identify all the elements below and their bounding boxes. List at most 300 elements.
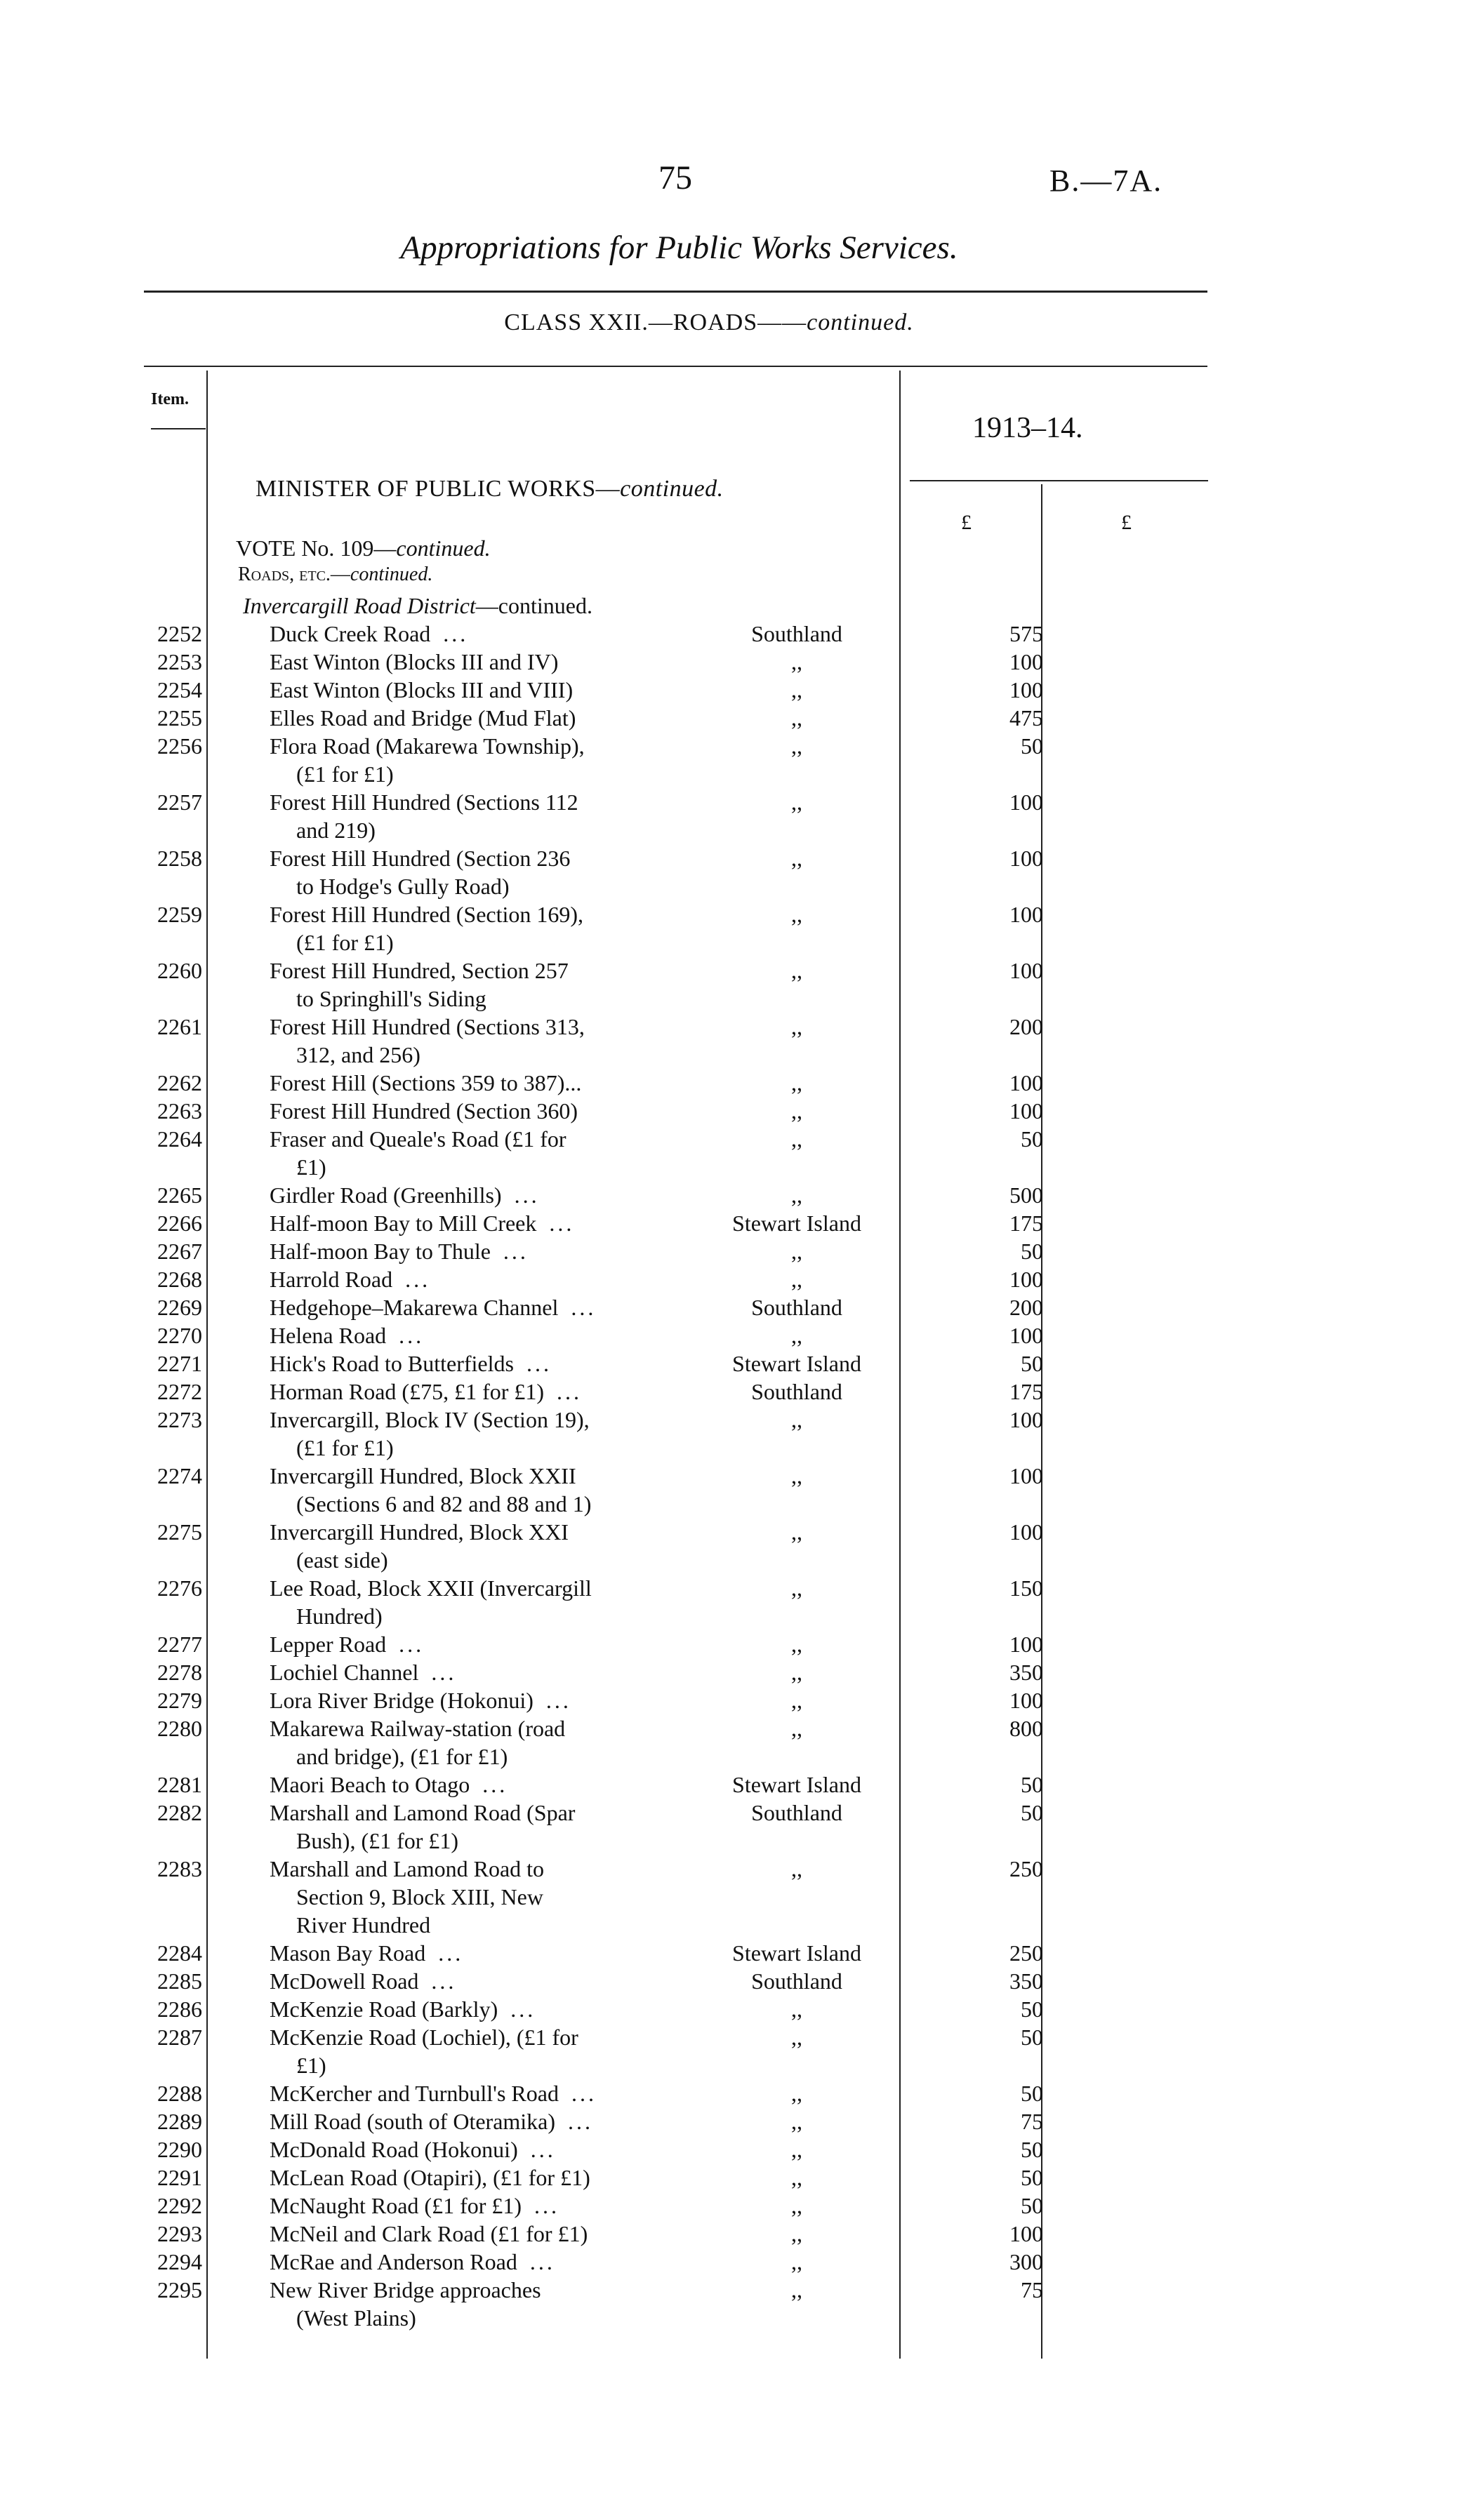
item-number: 2268	[157, 1267, 202, 1292]
item-description	[270, 1125, 701, 1181]
item-description-text: McDonald Road (Hokonui)	[270, 2137, 518, 2162]
item-description-text: Harrold Road	[270, 1267, 393, 1292]
item-district: ,,	[791, 1575, 802, 1601]
item-description-line	[270, 1125, 701, 1153]
item-amount: 50	[1021, 2025, 1043, 2050]
leader-dots: ...	[526, 1351, 552, 1376]
item-district: ,,	[791, 2277, 802, 2302]
item-description-continuation: £1)	[296, 1154, 326, 1180]
item-district: ,,	[791, 677, 802, 702]
leader-dots: ...	[530, 2137, 556, 2162]
item-district: ,,	[791, 2221, 802, 2246]
document-reference: B.—7A.	[1049, 164, 1163, 198]
item-description-line	[270, 1378, 701, 1406]
item-description-text: Lora River Bridge (Hokonui)	[270, 1688, 534, 1713]
item-description-text: Marshall and Lamond Road to	[270, 1856, 545, 1881]
item-description	[270, 1771, 701, 1799]
item-district: ,,	[791, 733, 802, 759]
item-amount: 100	[1009, 1519, 1043, 1545]
leader-dots: ...	[399, 1323, 425, 1348]
item-description	[270, 1013, 701, 1069]
item-description-line	[270, 956, 701, 985]
item-number: 2284	[157, 1940, 202, 1966]
item-description-text: Horman Road (£75, £1 for £1)	[270, 1379, 545, 1404]
district-text: Invercargill Road District	[243, 593, 476, 618]
item-amount: 300	[1009, 2249, 1043, 2274]
item-description	[270, 1293, 701, 1321]
title-rule	[144, 291, 1207, 293]
item-district: ,,	[791, 902, 802, 927]
item-description-text: Hedgehope–Makarewa Channel	[270, 1295, 559, 1320]
item-description-text: Forest Hill (Sections 359 to 387)...	[270, 1070, 582, 1095]
item-description-text: Lepper Road	[270, 1632, 387, 1657]
item-description-text: Duck Creek Road	[270, 621, 431, 646]
item-description-line	[270, 1939, 701, 1967]
item-number: 2253	[157, 649, 202, 674]
minister-text: MINISTER OF PUBLIC WORKS—	[256, 476, 621, 502]
item-description	[270, 2248, 701, 2276]
item-description-line	[270, 1686, 701, 1714]
leader-dots: ...	[438, 1940, 464, 1966]
item-district: ,,	[791, 1996, 802, 2022]
item-district: Stewart Island	[732, 1940, 861, 1966]
item-description-line	[270, 1574, 701, 1602]
item-description	[270, 1069, 701, 1097]
item-district: ,,	[791, 1519, 802, 1545]
item-number: 2276	[157, 1575, 202, 1601]
item-number: 2259	[157, 902, 202, 927]
item-amount: 50	[1021, 1996, 1043, 2022]
item-number: 2272	[157, 1379, 202, 1404]
item-description-line	[270, 2192, 701, 2220]
item-description-line	[270, 2276, 701, 2304]
item-amount: 100	[1009, 789, 1043, 815]
item-description-line	[270, 1462, 701, 1490]
item-amount: 100	[1009, 2221, 1043, 2246]
item-number: 2293	[157, 2221, 202, 2246]
item-amount: 50	[1021, 1800, 1043, 1825]
item-amount: 800	[1009, 1716, 1043, 1741]
item-description-line	[270, 620, 701, 648]
item-number: 2294	[157, 2249, 202, 2274]
roads-heading	[238, 564, 432, 586]
leader-dots: ...	[405, 1267, 431, 1292]
item-number: 2264	[157, 1126, 202, 1152]
roads-text: Roads, etc.—	[238, 564, 350, 585]
item-description	[270, 1321, 701, 1349]
item-description	[270, 1714, 701, 1771]
item-amount: 100	[1009, 1407, 1043, 1432]
item-number: 2260	[157, 958, 202, 983]
item-description	[270, 1209, 701, 1237]
item-description-line	[270, 1658, 701, 1686]
item-number: 2280	[157, 1716, 202, 1741]
item-district: ,,	[791, 2137, 802, 2162]
item-description	[270, 1265, 701, 1293]
item-description-line	[270, 676, 701, 704]
item-description-text: New River Bridge approaches	[270, 2277, 541, 2302]
leader-dots: ...	[568, 2109, 594, 2134]
item-description-line	[270, 732, 701, 760]
item-description-line	[270, 788, 701, 816]
vote-heading	[236, 535, 491, 561]
item-description	[270, 1658, 701, 1686]
item-amount: 100	[1009, 1323, 1043, 1348]
item-description-text: East Winton (Blocks III and VIII)	[270, 677, 574, 702]
item-amount: 75	[1021, 2277, 1043, 2302]
item-description-line	[270, 1799, 701, 1827]
vote-text: VOTE No. 109—	[236, 535, 397, 561]
item-number: 2291	[157, 2165, 202, 2190]
item-district: ,,	[791, 1407, 802, 1432]
item-district: ,,	[791, 2109, 802, 2134]
item-district: ,,	[791, 1688, 802, 1713]
item-district: Stewart Island	[732, 1351, 861, 1376]
item-district: ,,	[791, 1856, 802, 1881]
item-number: 2292	[157, 2193, 202, 2218]
item-description-line	[270, 1209, 701, 1237]
item-description-text: Half-moon Bay to Mill Creek	[270, 1211, 537, 1236]
item-description-continuation: Hundred)	[296, 1604, 383, 1629]
item-amount: 150	[1009, 1575, 1043, 1601]
item-description	[270, 648, 701, 676]
item-description-text: Forest Hill Hundred, Section 257	[270, 958, 569, 983]
item-district: ,,	[791, 2193, 802, 2218]
leader-dots: ...	[545, 1688, 571, 1713]
item-description	[270, 2135, 701, 2164]
leader-dots: ...	[431, 1968, 457, 1994]
item-number: 2279	[157, 1688, 202, 1713]
item-column-rule	[206, 371, 208, 2359]
item-description-text: Fraser and Queale's Road (£1 for	[270, 1126, 567, 1152]
leader-dots: ...	[503, 1239, 529, 1264]
item-description	[270, 788, 701, 844]
item-description	[270, 956, 701, 1013]
item-number: 2295	[157, 2277, 202, 2302]
item-description	[270, 1237, 701, 1265]
item-district: ,,	[791, 1182, 802, 1208]
leader-dots: ...	[482, 1772, 508, 1797]
item-description-text: Invercargill Hundred, Block XXI	[270, 1519, 569, 1545]
item-description-continuation: (£1 for £1)	[296, 1435, 394, 1460]
item-number: 2283	[157, 1856, 202, 1881]
leader-dots: ...	[557, 1379, 583, 1404]
item-description-text: Marshall and Lamond Road (Spar	[270, 1800, 576, 1825]
item-description-text: Mill Road (south of Oteramika)	[270, 2109, 556, 2134]
item-number: 2277	[157, 1632, 202, 1657]
item-number: 2285	[157, 1968, 202, 1994]
item-amount: 100	[1009, 902, 1043, 927]
item-description-text: McNeil and Clark Road (£1 for £1)	[270, 2221, 588, 2246]
item-amount: 100	[1009, 1098, 1043, 1124]
item-description	[270, 1939, 701, 1967]
item-description-continuation: to Springhill's Siding	[296, 986, 486, 1011]
item-description-continuation: 312, and 256)	[296, 1042, 420, 1067]
item-description-line	[270, 1406, 701, 1434]
leader-dots: ...	[431, 1660, 457, 1685]
item-number: 2282	[157, 1800, 202, 1825]
item-description	[270, 620, 701, 648]
item-description	[270, 1462, 701, 1518]
item-district: Southland	[751, 1295, 842, 1320]
item-district: ,,	[791, 1239, 802, 1264]
item-district: Stewart Island	[732, 1211, 861, 1236]
item-description-line	[270, 2164, 701, 2192]
class-heading-continued: continued.	[807, 309, 914, 335]
item-district: Stewart Island	[732, 1772, 861, 1797]
item-column-header: Item.	[151, 390, 189, 408]
item-description-line	[270, 1293, 701, 1321]
item-description	[270, 2079, 701, 2107]
class-heading	[204, 309, 1214, 336]
item-number: 2278	[157, 1660, 202, 1685]
item-description-line	[270, 1181, 701, 1209]
item-number: 2261	[157, 1014, 202, 1039]
item-description-line	[270, 900, 701, 928]
item-number: 2274	[157, 1463, 202, 1488]
item-description-text: McLean Road (Otapiri), (£1 for £1)	[270, 2165, 590, 2190]
item-district: ,,	[791, 846, 802, 871]
item-number: 2286	[157, 1996, 202, 2022]
item-district: ,,	[791, 1323, 802, 1348]
item-description	[270, 2220, 701, 2248]
item-description	[270, 1967, 701, 1995]
currency-header-1: £	[961, 511, 972, 534]
item-description-line	[270, 1265, 701, 1293]
minister-continued: continued.	[620, 476, 724, 502]
item-description-text: Forest Hill Hundred (Section 169),	[270, 902, 584, 927]
leader-dots: ...	[571, 1295, 597, 1320]
item-description-text: East Winton (Blocks III and IV)	[270, 649, 559, 674]
item-amount: 100	[1009, 1688, 1043, 1713]
item-district: ,,	[791, 1098, 802, 1124]
item-description-line	[270, 1321, 701, 1349]
item-description-continuation: £1)	[296, 2053, 326, 2078]
item-amount: 50	[1021, 733, 1043, 759]
item-description	[270, 2192, 701, 2220]
item-district: ,,	[791, 1126, 802, 1152]
item-amount: 50	[1021, 1351, 1043, 1376]
item-number: 2257	[157, 789, 202, 815]
item-amount: 100	[1009, 846, 1043, 871]
item-description	[270, 2023, 701, 2079]
item-header-rule	[151, 428, 206, 429]
item-description	[270, 1181, 701, 1209]
item-district: Southland	[751, 1968, 842, 1994]
item-amount: 500	[1009, 1182, 1043, 1208]
item-description-continuation: Bush), (£1 for £1)	[296, 1828, 459, 1853]
leader-dots: ...	[571, 2081, 597, 2106]
item-number: 2263	[157, 1098, 202, 1124]
item-number: 2256	[157, 733, 202, 759]
item-description-text: McKercher and Turnbull's Road	[270, 2081, 559, 2106]
item-number: 2254	[157, 677, 202, 702]
item-description	[270, 900, 701, 956]
item-description	[270, 676, 701, 704]
item-description-text: Forest Hill Hundred (Sections 313,	[270, 1014, 585, 1039]
item-district: ,,	[791, 2025, 802, 2050]
item-number: 2271	[157, 1351, 202, 1376]
item-description-continuation: River Hundred	[296, 1912, 431, 1938]
item-description	[270, 2164, 701, 2192]
item-amount: 50	[1021, 2193, 1043, 2218]
item-number: 2270	[157, 1323, 202, 1348]
item-description	[270, 1686, 701, 1714]
item-description-continuation: (£1 for £1)	[296, 761, 394, 787]
item-description-continuation: (West Plains)	[296, 2305, 416, 2331]
item-number: 2281	[157, 1772, 202, 1797]
item-amount: 50	[1021, 2081, 1043, 2106]
leader-dots: ...	[529, 2249, 555, 2274]
item-description-line	[270, 1630, 701, 1658]
item-district: Southland	[751, 1800, 842, 1825]
item-amount: 100	[1009, 1267, 1043, 1292]
item-description-text: Hick's Road to Butterfields	[270, 1351, 514, 1376]
item-number: 2265	[157, 1182, 202, 1208]
item-description-line	[270, 1518, 701, 1546]
item-number: 2289	[157, 2109, 202, 2134]
leader-dots: ...	[514, 1182, 540, 1208]
item-amount: 50	[1021, 2137, 1043, 2162]
item-description-text: Flora Road (Makarewa Township),	[270, 733, 585, 759]
item-description-text: Forest Hill Hundred (Section 236	[270, 846, 571, 871]
item-district: ,,	[791, 2249, 802, 2274]
item-number: 2269	[157, 1295, 202, 1320]
item-description-line	[270, 2023, 701, 2051]
item-description-line	[270, 2248, 701, 2276]
item-description-line	[270, 704, 701, 732]
item-amount: 100	[1009, 677, 1043, 702]
item-number: 2266	[157, 1211, 202, 1236]
item-description-text: Invercargill Hundred, Block XXII	[270, 1463, 576, 1488]
year-column-header: 1913–14.	[972, 412, 1083, 444]
item-description-continuation: (£1 for £1)	[296, 930, 394, 955]
item-description-text: Half-moon Bay to Thule	[270, 1239, 491, 1264]
item-description	[270, 732, 701, 788]
item-amount: 50	[1021, 1126, 1043, 1152]
item-number: 2288	[157, 2081, 202, 2106]
item-description-line	[270, 2079, 701, 2107]
item-amount: 100	[1009, 649, 1043, 674]
item-district: ,,	[791, 649, 802, 674]
page-title: Appropriations for Public Works Services.	[400, 229, 958, 266]
roads-continued: continued.	[350, 564, 433, 585]
item-description-line	[270, 1855, 701, 1883]
item-description-text: Maori Beach to Otago	[270, 1772, 470, 1797]
item-amount: 350	[1009, 1968, 1043, 1994]
item-description	[270, 1855, 701, 1939]
item-description-line	[270, 844, 701, 872]
item-description-line	[270, 1995, 701, 2023]
class-heading-text: CLASS XXII.—ROADS——	[504, 309, 807, 335]
item-district: ,,	[791, 1014, 802, 1039]
item-description-line	[270, 1714, 701, 1742]
item-number: 2255	[157, 705, 202, 731]
leader-dots: ...	[549, 1211, 575, 1236]
item-description	[270, 704, 701, 732]
vote-continued: continued.	[396, 535, 491, 561]
item-description-line	[270, 2220, 701, 2248]
item-district: ,,	[791, 1463, 802, 1488]
item-description-text: Makarewa Railway-station (road	[270, 1716, 566, 1741]
item-number: 2275	[157, 1519, 202, 1545]
item-description-line	[270, 1771, 701, 1799]
table-top-rule	[144, 366, 1207, 367]
item-amount: 475	[1009, 705, 1043, 731]
item-description-text: Forest Hill Hundred (Section 360)	[270, 1098, 578, 1124]
item-description-line	[270, 648, 701, 676]
item-amount: 200	[1009, 1014, 1043, 1039]
item-description	[270, 2276, 701, 2332]
item-description	[270, 1799, 701, 1855]
item-description-line	[270, 1237, 701, 1265]
item-description	[270, 1349, 701, 1378]
item-description	[270, 844, 701, 900]
item-amount: 100	[1009, 1632, 1043, 1657]
item-description	[270, 1518, 701, 1574]
item-number: 2267	[157, 1239, 202, 1264]
item-district: ,,	[791, 958, 802, 983]
minister-heading	[256, 476, 724, 502]
district-continued: —continued.	[475, 593, 592, 618]
item-amount: 250	[1009, 1856, 1043, 1881]
item-description-continuation: and bridge), (£1 for £1)	[296, 1744, 508, 1769]
item-description-text: Girdler Road (Greenhills)	[270, 1182, 502, 1208]
item-amount: 50	[1021, 1772, 1043, 1797]
item-description	[270, 2107, 701, 2135]
item-description-text: Mason Bay Road	[270, 1940, 426, 1966]
item-description	[270, 1406, 701, 1462]
item-description-continuation: to Hodge's Gully Road)	[296, 874, 510, 899]
item-description-text: Invercargill, Block IV (Section 19),	[270, 1407, 590, 1432]
item-description	[270, 1995, 701, 2023]
item-district: ,,	[791, 1070, 802, 1095]
item-description-text: McRae and Anderson Road	[270, 2249, 517, 2274]
item-amount: 200	[1009, 1295, 1043, 1320]
item-description-continuation: Section 9, Block XIII, New	[296, 1884, 543, 1909]
item-district: ,,	[791, 1716, 802, 1741]
item-amount: 175	[1009, 1211, 1043, 1236]
item-description-text: Lochiel Channel	[270, 1660, 419, 1685]
item-amount: 350	[1009, 1660, 1043, 1685]
item-description-continuation: and 219)	[296, 818, 376, 843]
item-district: ,,	[791, 705, 802, 731]
item-district: ,,	[791, 789, 802, 815]
amount-column-rule-left	[899, 371, 901, 2359]
item-description-text: Lee Road, Block XXII (Invercargill	[270, 1575, 592, 1601]
item-amount: 100	[1009, 1070, 1043, 1095]
item-description-text: McDowell Road	[270, 1968, 419, 1994]
item-district: ,,	[791, 2165, 802, 2190]
leader-dots: ...	[399, 1632, 425, 1657]
item-description-text: McKenzie Road (Lochiel), (£1 for	[270, 2025, 578, 2050]
item-description-line	[270, 1069, 701, 1097]
item-description-line	[270, 1967, 701, 1995]
item-description	[270, 1097, 701, 1125]
item-number: 2252	[157, 621, 202, 646]
item-description-line	[270, 1097, 701, 1125]
item-district: ,,	[791, 1632, 802, 1657]
item-description-continuation: (Sections 6 and 82 and 88 and 1)	[296, 1491, 592, 1516]
item-description-line	[270, 1349, 701, 1378]
leader-dots: ...	[443, 621, 469, 646]
item-description-text: Helena Road	[270, 1323, 387, 1348]
item-number: 2258	[157, 846, 202, 871]
year-header-rule	[910, 480, 1208, 481]
item-amount: 100	[1009, 958, 1043, 983]
item-district: ,,	[791, 1660, 802, 1685]
item-description	[270, 1574, 701, 1630]
